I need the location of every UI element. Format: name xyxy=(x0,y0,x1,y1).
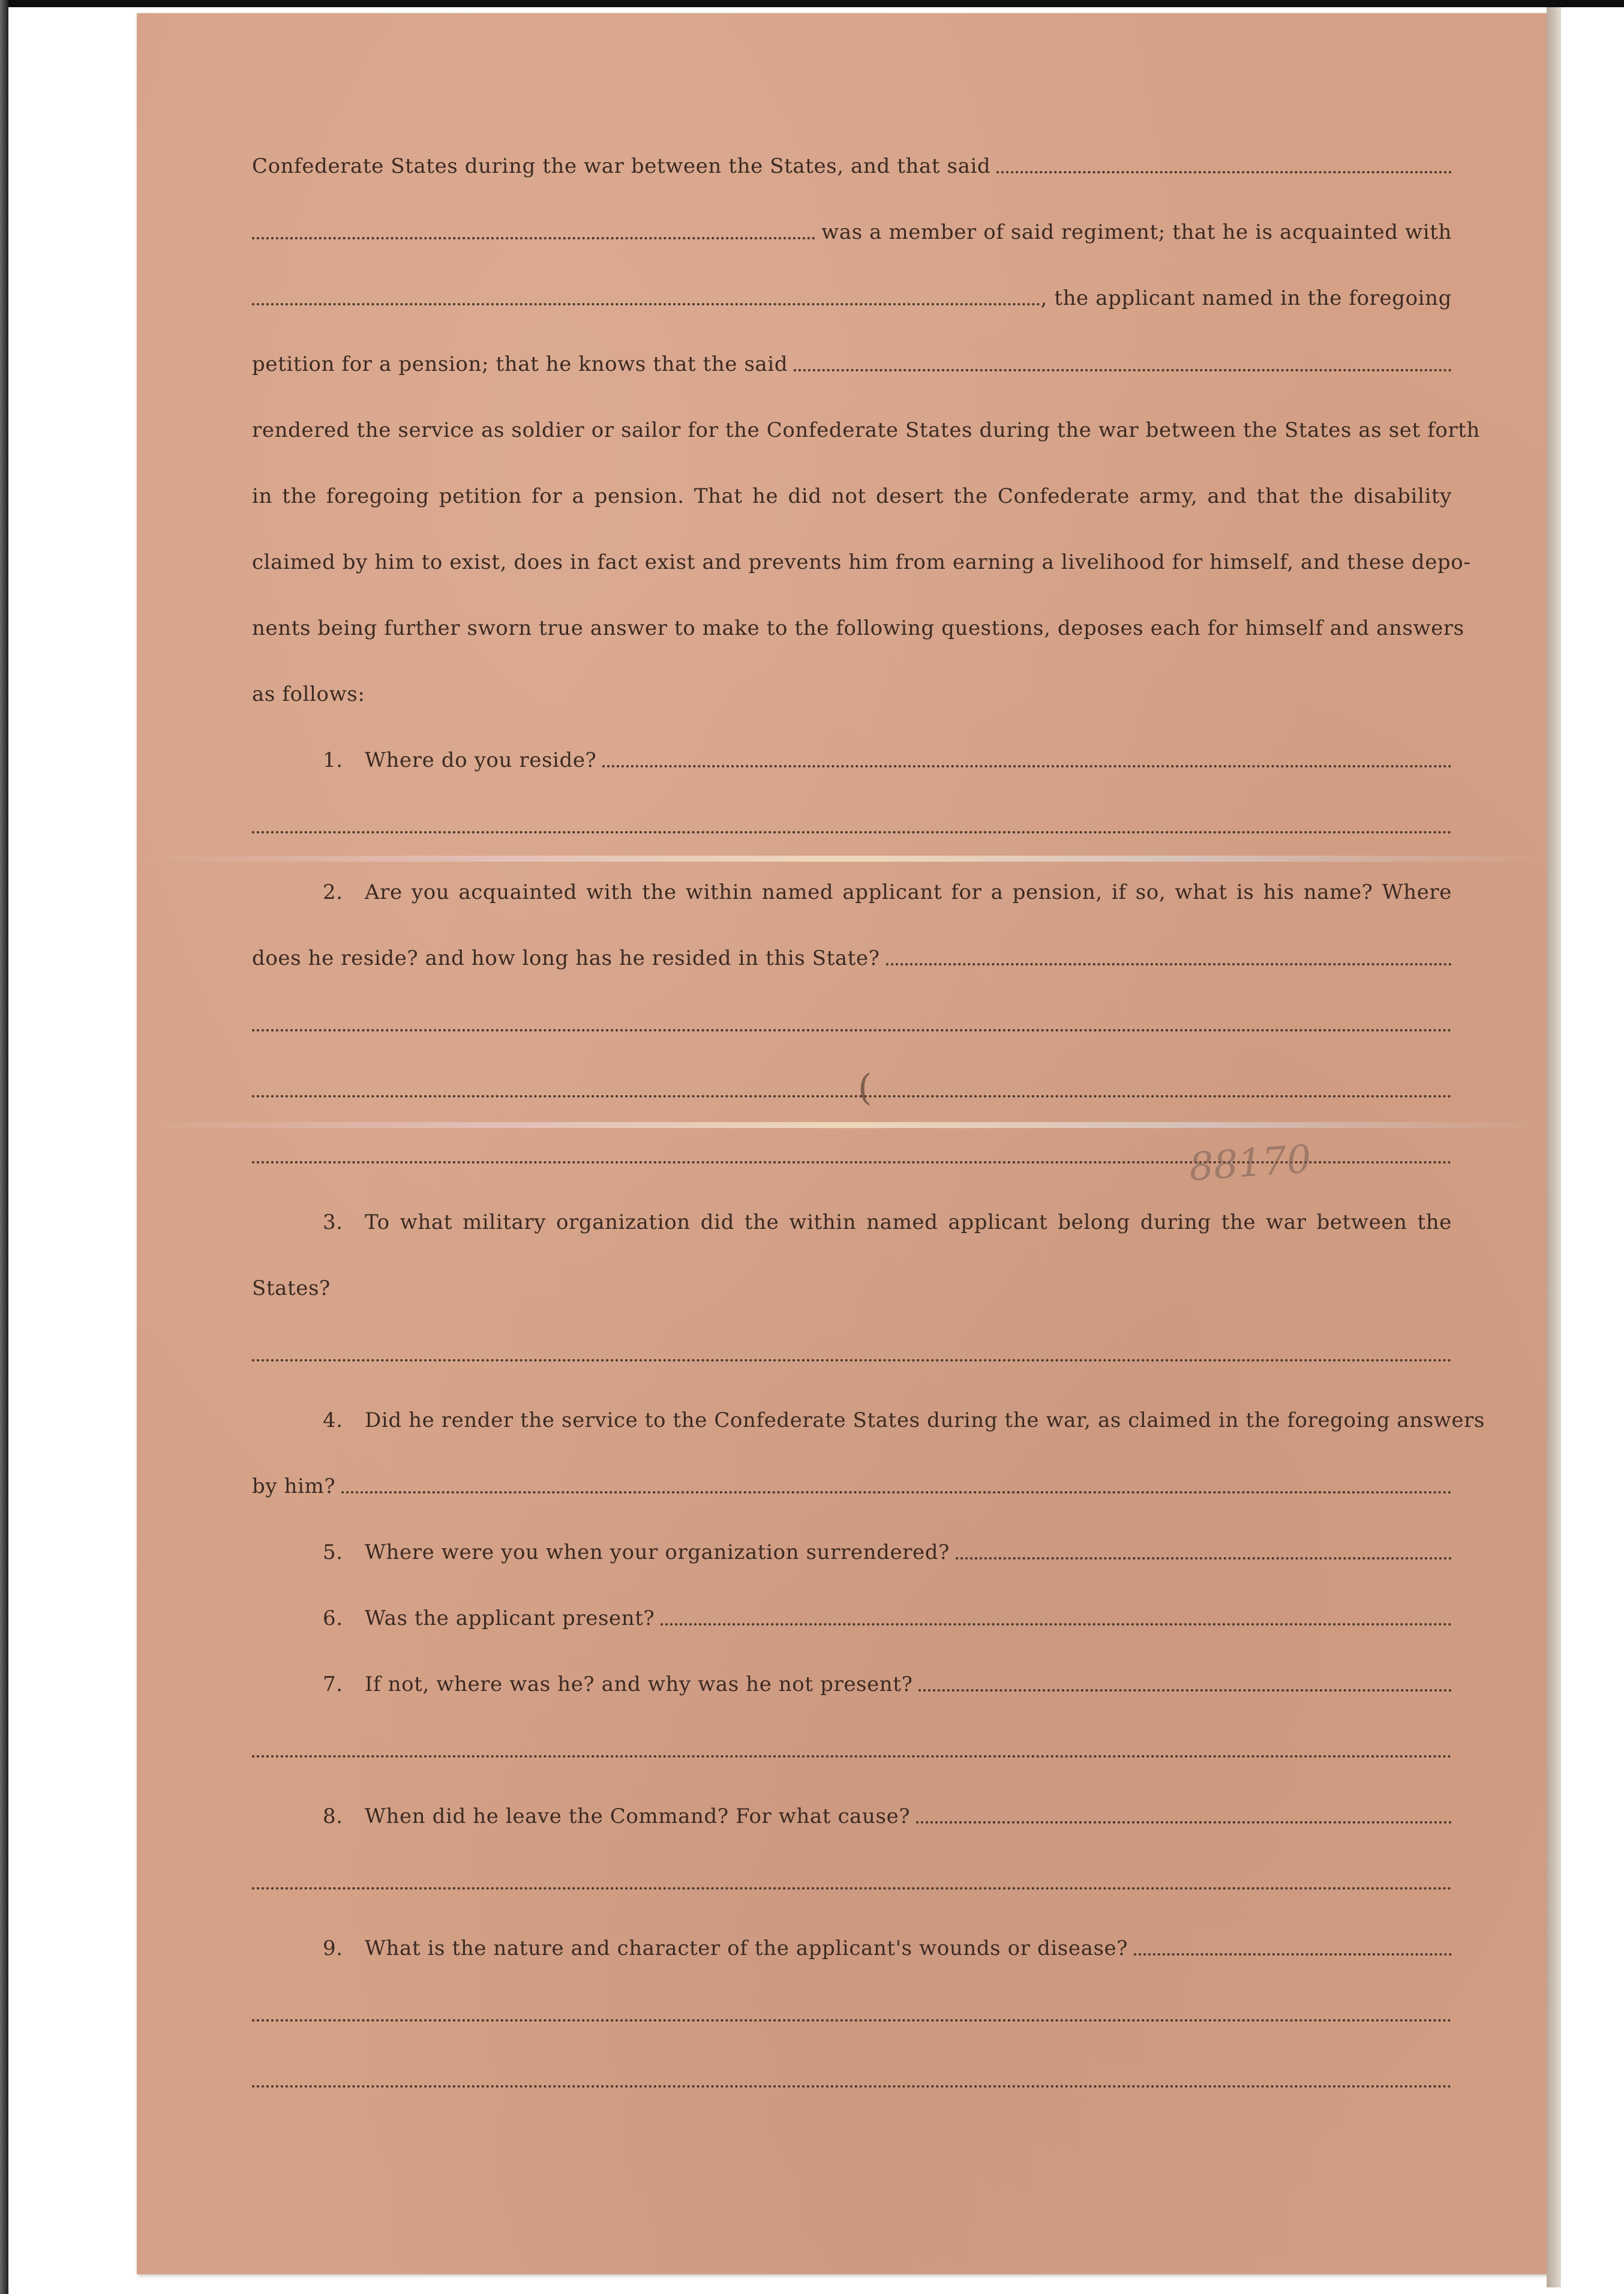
scanner-top-edge xyxy=(8,0,1624,7)
answer-field[interactable] xyxy=(252,1095,1452,1097)
answer-line xyxy=(252,1868,1452,1897)
paper-fold-line xyxy=(137,1122,1548,1128)
answer-line xyxy=(252,1736,1452,1765)
answer-field[interactable] xyxy=(602,765,1452,767)
answer-field[interactable] xyxy=(252,1029,1452,1031)
paragraph-line: as follows: xyxy=(252,682,365,706)
question-7: 7. If not, where was he? and why was he not present? xyxy=(252,1670,1452,1699)
sheet-right-edge xyxy=(1547,7,1561,2287)
question-2-continued: does he reside? and how long has he resided in this State? xyxy=(252,944,1452,973)
question-4-continued: by him? xyxy=(252,1472,1452,1501)
answer-line xyxy=(252,2066,1452,2095)
scanner-left-edge xyxy=(0,0,8,2294)
handwritten-number: 88170 xyxy=(1187,1136,1313,1191)
paragraph-line: was a member of said regiment; that he is acquainted with xyxy=(252,218,1452,247)
question-6: 6. Was the applicant present? xyxy=(252,1604,1452,1633)
question-3-continued: States? xyxy=(252,1276,331,1300)
answer-field[interactable] xyxy=(252,1359,1452,1362)
question-8: 8. When did he leave the Command? For what cause? xyxy=(252,1802,1452,1831)
blank-field[interactable] xyxy=(996,171,1452,173)
paragraph-line: in the foregoing petition for a pension. That he did not desert the Confederate army, and that the disability xyxy=(252,484,1452,508)
question-5: 5. Where were you when your organization surrendered? xyxy=(252,1538,1452,1567)
answer-field[interactable] xyxy=(252,2019,1452,2022)
paragraph-line: nents being further sworn true answer to make to the following questions, deposes each for himself and answers xyxy=(252,616,1464,640)
blank-field[interactable] xyxy=(252,303,1040,305)
answer-field[interactable] xyxy=(918,1689,1452,1692)
answer-line xyxy=(252,812,1452,841)
answer-field[interactable] xyxy=(252,831,1452,833)
answer-field[interactable] xyxy=(956,1557,1452,1560)
paragraph-line: Confederate States during the war between the States, and that said xyxy=(252,152,1452,181)
answer-line xyxy=(252,2000,1452,2029)
blank-field[interactable] xyxy=(252,237,815,239)
answer-field[interactable] xyxy=(252,1755,1452,1758)
answer-line xyxy=(252,1340,1452,1369)
answer-field[interactable] xyxy=(341,1491,1452,1494)
answer-field[interactable] xyxy=(1134,1953,1452,1956)
question-2: 2. Are you acquainted with the within named applicant for a pension, if so, what is his name? Where xyxy=(323,880,1452,904)
question-3: 3. To what military organization did the within named applicant belong during the war between the xyxy=(323,1210,1452,1234)
paragraph-line: claimed by him to exist, does in fact exist and prevents him from earning a livelihood for himself, and these depo- xyxy=(252,550,1471,574)
paragraph-line: , the applicant named in the foregoing xyxy=(252,284,1452,313)
question-1: 1. Where do you reside? xyxy=(252,746,1452,775)
answer-field[interactable] xyxy=(916,1821,1452,1824)
question-9: 9. What is the nature and character of the applicant's wounds or disease? xyxy=(252,1934,1452,1963)
answer-line xyxy=(252,1076,1452,1105)
blank-field[interactable] xyxy=(794,369,1452,371)
answer-field[interactable] xyxy=(252,2085,1452,2088)
paragraph-line: rendered the service as soldier or sailor for the Confederate States during the war between the States as set forth xyxy=(252,418,1481,442)
question-4: 4. Did he render the service to the Confederate States during the war, as claimed in the foregoing answers xyxy=(323,1408,1485,1432)
answer-field[interactable] xyxy=(886,963,1452,965)
answer-line xyxy=(252,1010,1452,1039)
paper-fold-line xyxy=(137,856,1548,862)
pencil-mark: ( xyxy=(858,1067,872,1109)
paragraph-line: petition for a pension; that he knows that the said xyxy=(252,350,1452,379)
answer-field[interactable] xyxy=(252,1887,1452,1890)
answer-field[interactable] xyxy=(661,1623,1452,1626)
